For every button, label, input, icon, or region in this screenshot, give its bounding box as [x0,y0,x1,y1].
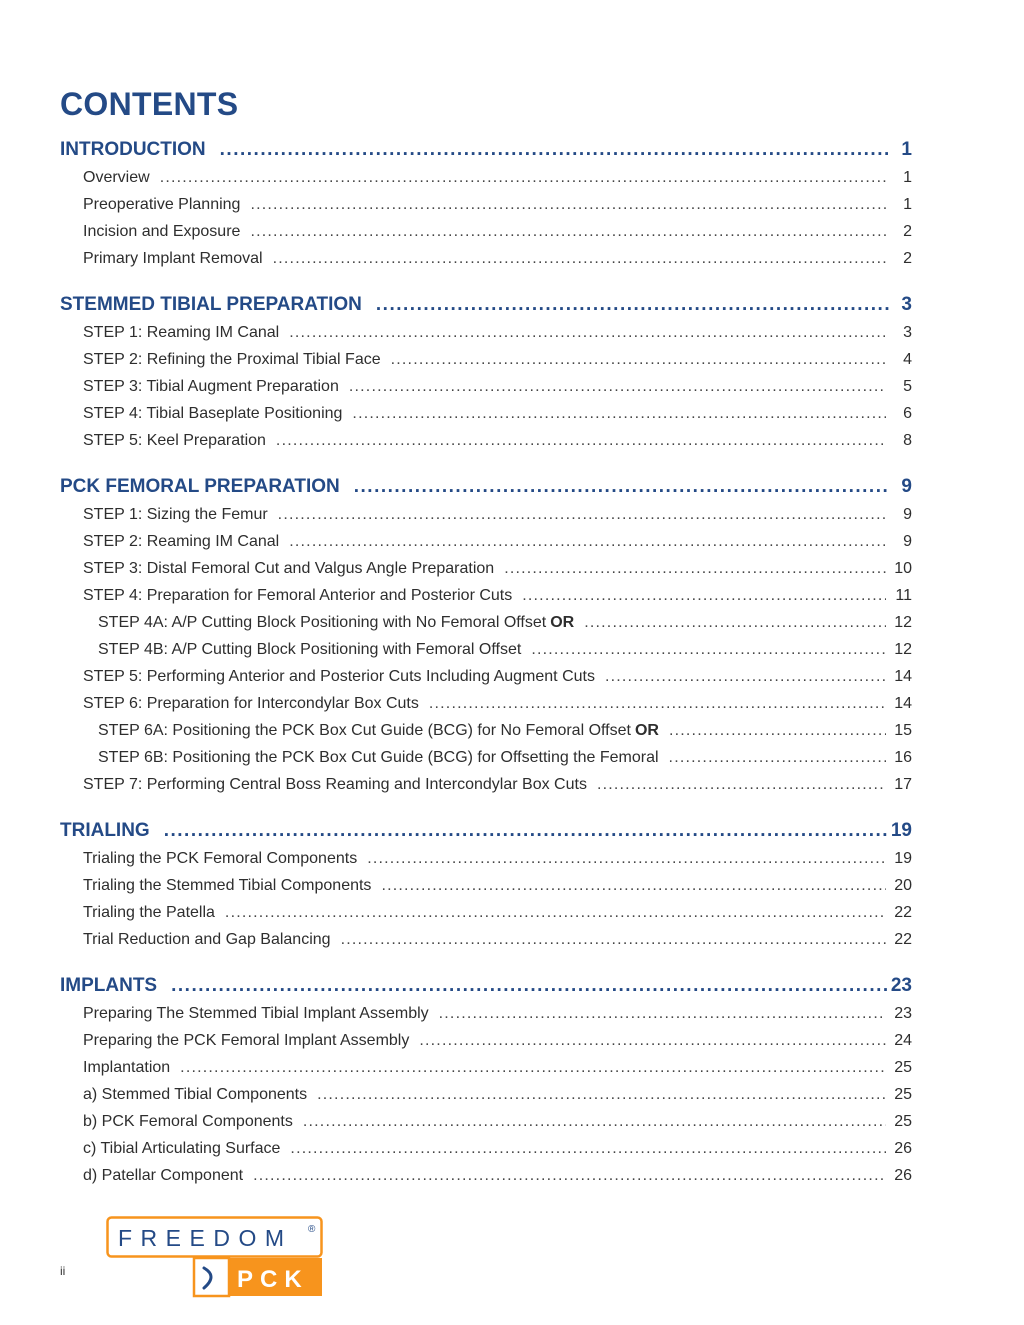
toc-entry[interactable] [60,749,912,776]
toc-entry[interactable] [60,931,912,958]
toc-entry[interactable] [60,223,912,250]
dot-leader [289,324,886,342]
entry-label: Primary Implant Removal [83,250,263,267]
toc-entry[interactable] [60,587,912,614]
toc-entry[interactable] [60,904,912,931]
entry-page-number: 26 [894,1167,912,1184]
dot-leader [522,587,886,605]
toc-section-heading[interactable] [60,294,912,324]
section-page-number: 1 [901,139,912,160]
entry-label: d) Patellar Component [83,1167,244,1184]
dot-leader [391,351,886,369]
dot-leader [584,614,886,632]
toc-section [60,820,912,958]
dot-leader [429,695,886,713]
toc-entry[interactable] [60,506,912,533]
entry-label: STEP 5: Keel Preparation [83,432,266,449]
toc-entry[interactable] [60,560,912,587]
page-number: ii [60,1264,66,1278]
dot-leader [160,169,886,187]
dot-leader [273,250,886,268]
entry-label: STEP 5: Performing Anterior and Posterior Cuts Including Augment Cuts [83,668,595,685]
entry-or-marker: OR [634,722,659,739]
dot-leader [164,820,887,842]
entry-page-number: 8 [903,432,912,449]
entry-page-number: 16 [894,749,912,766]
toc-entry[interactable] [60,641,912,668]
toc-entry[interactable] [60,405,912,432]
toc-entry[interactable] [60,250,912,277]
toc-section-heading[interactable] [60,139,912,169]
entry-page-number: 2 [903,250,912,267]
entry-label: Trialing the Patella [83,904,215,921]
toc-section [60,139,912,277]
dot-leader [220,139,890,161]
entry-page-number: 25 [894,1113,912,1130]
toc-entry[interactable] [60,1140,912,1167]
toc-entry[interactable] [60,196,912,223]
entry-label: STEP 3: Distal Femoral Cut and Valgus Angle Preparation [83,560,495,577]
logo-registered-mark: ® [308,1224,316,1235]
entry-label: STEP 4B: A/P Cutting Block Positioning with Femoral Offset [98,641,522,658]
entry-label: STEP 4A: A/P Cutting Block Positioning with No Femoral Offset OR [98,614,575,631]
section-title: TRIALING [60,820,150,841]
entry-page-number: 4 [903,351,912,368]
entry-page-number: 12 [894,641,912,658]
entry-page-number: 19 [894,850,912,867]
entry-label: STEP 3: Tibial Augment Preparation [83,378,339,395]
dot-leader [253,1167,886,1185]
entry-label: Preparing The Stemmed Tibial Implant Assembly [83,1005,429,1022]
entry-page-number: 5 [903,378,912,395]
toc-entry[interactable] [60,1086,912,1113]
entry-page-number: 24 [894,1032,912,1049]
entry-label: STEP 6B: Positioning the PCK Box Cut Guide (BCG) for Offsetting the Femoral [98,749,659,766]
entry-page-number: 22 [894,931,912,948]
toc-section-heading[interactable] [60,476,912,506]
toc-entry[interactable] [60,1167,912,1194]
logo-word-top: FREEDOM [118,1225,293,1251]
page-title: CONTENTS [60,86,239,122]
entry-page-number: 25 [894,1086,912,1103]
entry-or-marker: OR [550,614,575,631]
entry-label: Preparing the PCK Femoral Implant Assembly [83,1032,410,1049]
entry-label: STEP 1: Sizing the Femur [83,506,268,523]
entry-page-number: 9 [903,506,912,523]
dot-leader [376,294,890,316]
dot-leader [225,904,886,922]
dot-leader [290,1140,886,1158]
toc-entry[interactable] [60,1059,912,1086]
dot-leader [349,378,886,396]
dot-leader [289,533,886,551]
entry-label: b) PCK Femoral Components [83,1113,293,1130]
entry-page-number: 23 [894,1005,912,1022]
entry-label: STEP 6: Preparation for Intercondylar Box Cuts [83,695,419,712]
dot-leader [439,1005,886,1023]
section-page-number: 19 [890,820,912,841]
toc-entry[interactable] [60,614,912,641]
freedom-pck-logo [106,1216,326,1298]
dot-leader [317,1086,886,1104]
toc-entry[interactable] [60,1005,912,1032]
dot-leader [180,1059,886,1077]
dot-leader [669,722,886,740]
dot-leader [381,877,886,895]
section-page-number: 9 [901,476,912,497]
entry-page-number: 6 [903,405,912,422]
entry-label: Overview [83,169,150,186]
toc-entry[interactable] [60,169,912,196]
section-title: PCK FEMORAL PREPARATION [60,476,340,497]
entry-label: STEP 2: Reaming IM Canal [83,533,280,550]
entry-page-number: 20 [894,877,912,894]
dot-leader [276,432,886,450]
dot-leader [352,405,886,423]
entry-label: Trialing the PCK Femoral Components [83,850,358,867]
toc-entry[interactable] [60,351,912,378]
entry-page-number: 10 [894,560,912,577]
toc-entry[interactable] [60,432,912,459]
entry-label: Preoperative Planning [83,196,241,213]
toc-section-heading[interactable] [60,975,912,1005]
dot-leader [278,506,886,524]
entry-page-number: 1 [903,169,912,186]
dot-leader [354,476,890,498]
entry-label: STEP 4: Tibial Baseplate Positioning [83,405,343,422]
entry-page-number: 3 [903,324,912,341]
entry-page-number: 11 [895,587,912,604]
section-page-number: 3 [901,294,912,315]
section-title: INTRODUCTION [60,139,206,160]
dot-leader [367,850,886,868]
toc-entry[interactable] [60,1113,912,1140]
table-of-contents [60,139,912,1211]
entry-page-number: 25 [894,1059,912,1076]
entry-page-number: 12 [894,614,912,631]
toc-section [60,294,912,459]
section-page-number: 23 [890,975,912,996]
entry-label: STEP 6A: Positioning the PCK Box Cut Guide (BCG) for No Femoral Offset OR [98,722,659,739]
section-title: STEMMED TIBIAL PREPARATION [60,294,362,315]
entry-label: STEP 1: Reaming IM Canal [83,324,280,341]
toc-section [60,476,912,803]
entry-page-number: 22 [894,904,912,921]
entry-page-number: 17 [894,776,912,793]
toc-entry[interactable] [60,533,912,560]
dot-leader [171,975,887,997]
entry-label: Trialing the Stemmed Tibial Components [83,877,372,894]
entry-label: c) Tibial Articulating Surface [83,1140,281,1157]
entry-page-number: 15 [894,722,912,739]
entry-page-number: 2 [903,223,912,240]
toc-entry[interactable] [60,776,912,803]
toc-entry[interactable] [60,1032,912,1059]
dot-leader [531,641,886,659]
dot-leader [605,668,886,686]
toc-section-heading[interactable] [60,820,912,850]
entry-page-number: 14 [894,695,912,712]
entry-label: STEP 2: Refining the Proximal Tibial Face [83,351,381,368]
toc-section [60,975,912,1194]
toc-entry[interactable] [60,695,912,722]
entry-page-number: 9 [903,533,912,550]
logo-word-bottom: PCK [237,1266,309,1293]
dot-leader [341,931,886,949]
dot-leader [597,776,886,794]
dot-leader [250,223,886,241]
entry-label: STEP 7: Performing Central Boss Reaming and Intercondylar Box Cuts [83,776,587,793]
entry-label: Trial Reduction and Gap Balancing [83,931,331,948]
entry-page-number: 1 [903,196,912,213]
section-title: IMPLANTS [60,975,158,996]
dot-leader [669,749,886,767]
entry-label: STEP 4: Preparation for Femoral Anterior and Posterior Cuts [83,587,513,604]
entry-label: Implantation [83,1059,171,1076]
toc-entry[interactable] [60,378,912,405]
entry-page-number: 26 [894,1140,912,1157]
toc-entry[interactable] [60,877,912,904]
dot-leader [303,1113,886,1131]
toc-entry[interactable] [60,324,912,351]
entry-label: Incision and Exposure [83,223,241,240]
dot-leader [504,560,886,578]
entry-label: a) Stemmed Tibial Components [83,1086,308,1103]
dot-leader [250,196,886,214]
toc-entry[interactable] [60,722,912,749]
dot-leader [419,1032,886,1050]
toc-entry[interactable] [60,668,912,695]
entry-page-number: 14 [894,668,912,685]
toc-entry[interactable] [60,850,912,877]
